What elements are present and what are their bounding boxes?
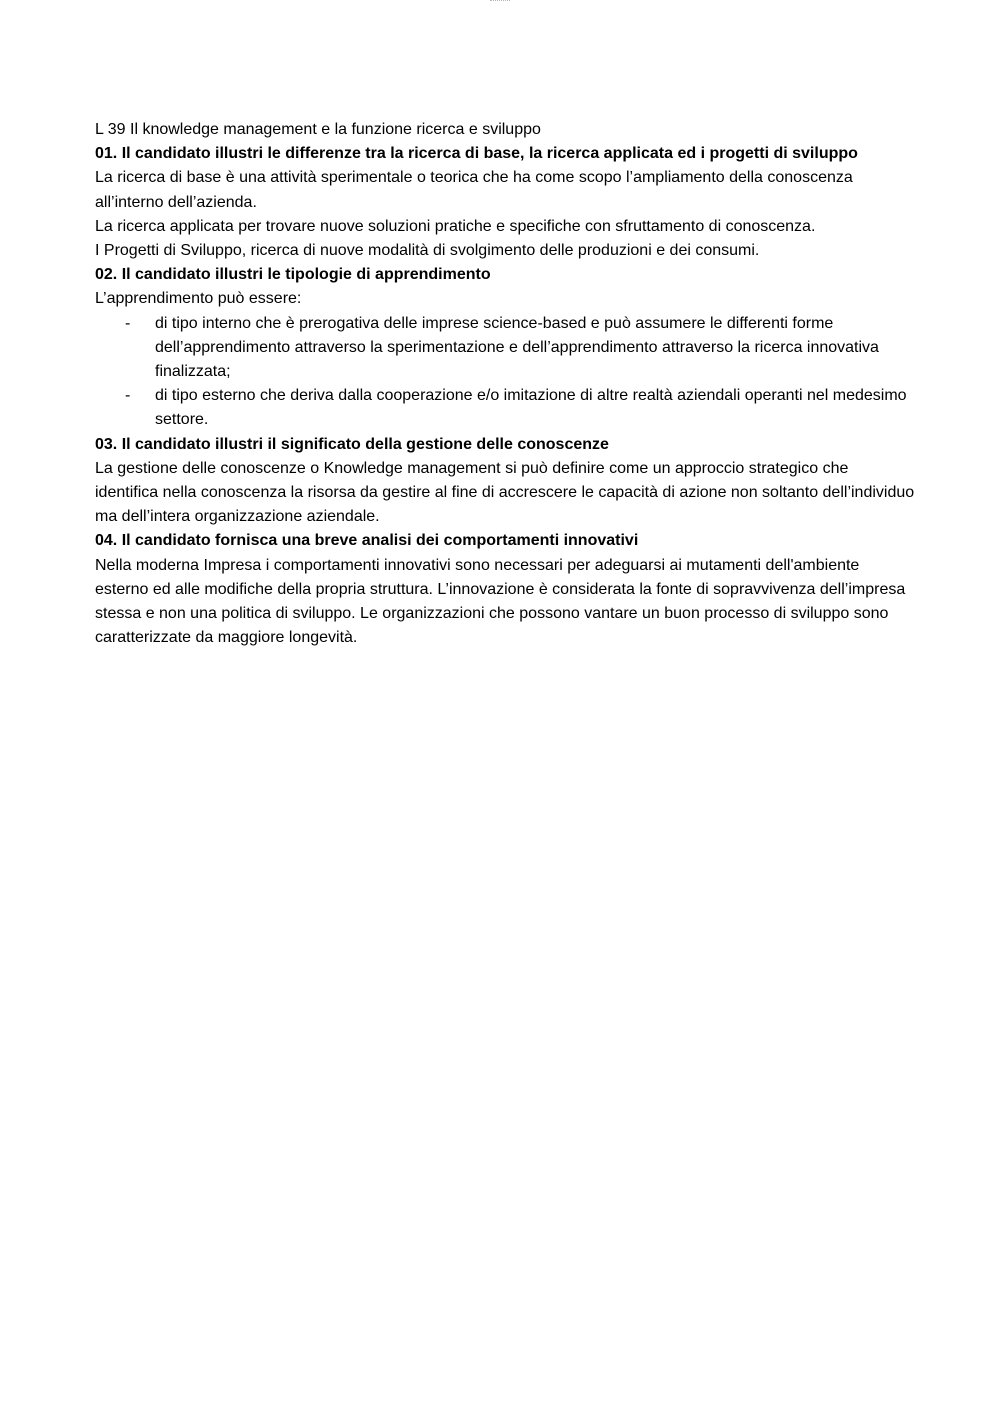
- paragraph: La ricerca di base è una attività sperimentale o teorica che ha come scopo l’ampliamento della conoscenza all’interno dell’azienda.: [95, 169, 853, 211]
- list-item-text: di tipo interno che è prerogativa delle imprese science-based e può assumere le differenti forme dell’apprendimento attraverso la sperimentazione e dell’apprendimento attraverso la ricerca innovativa finalizzata;: [155, 314, 879, 381]
- page-header-mark: [490, 0, 510, 3]
- dash-bullet: -: [125, 387, 131, 405]
- list-item-text: di tipo esterno che deriva dalla cooperazione e/o imitazione di altre realtà aziendali operanti nel medesimo settore.: [155, 387, 907, 429]
- section-heading-02: 02. Il candidato illustri le tipologie di apprendimento: [95, 266, 491, 284]
- document-title: L 39 Il knowledge management e la funzione ricerca e sviluppo: [95, 121, 541, 138]
- section-heading-04: 04. Il candidato fornisca una breve analisi dei comportamenti innovativi: [95, 532, 639, 550]
- dash-bullet: -: [125, 314, 131, 332]
- paragraph: La ricerca applicata per trovare nuove soluzioni pratiche e specifiche con sfruttamento di conoscenza.: [95, 217, 816, 235]
- list-item: [95, 312, 915, 385]
- paragraph: La gestione delle conoscenze o Knowledge management si può definire come un approccio strategico che identifica nella conoscenza la risorsa da gestire al fine di accrescere le capacità di azione non soltanto dell’individuo ma dell’intera organizzazione aziendale.: [95, 459, 915, 526]
- list-item: [95, 384, 915, 432]
- paragraph: L’apprendimento può essere:: [95, 290, 302, 308]
- section-heading-03: 03. Il candidato illustri il significato della gestione delle conoscenze: [95, 435, 609, 453]
- document-body: [95, 118, 915, 650]
- paragraph: I Progetti di Sviluppo, ricerca di nuove modalità di svolgimento delle produzioni e dei consumi.: [95, 242, 760, 260]
- paragraph: Nella moderna Impresa i comportamenti innovativi sono necessari per adeguarsi ai mutamenti dell'ambiente esterno ed alle modifiche della propria struttura. L’innovazione è considerata la fonte di sopravvivenza dell’impresa stessa e non una politica di sviluppo. Le organizzazioni che possono vantare un buon processo di sviluppo sono caratterizzate da maggiore longevità.: [95, 556, 906, 647]
- bullet-list: [95, 312, 915, 433]
- section-heading-01: 01. Il candidato illustri le differenze tra la ricerca di base, la ricerca applicata ed i progetti di sviluppo: [95, 145, 858, 163]
